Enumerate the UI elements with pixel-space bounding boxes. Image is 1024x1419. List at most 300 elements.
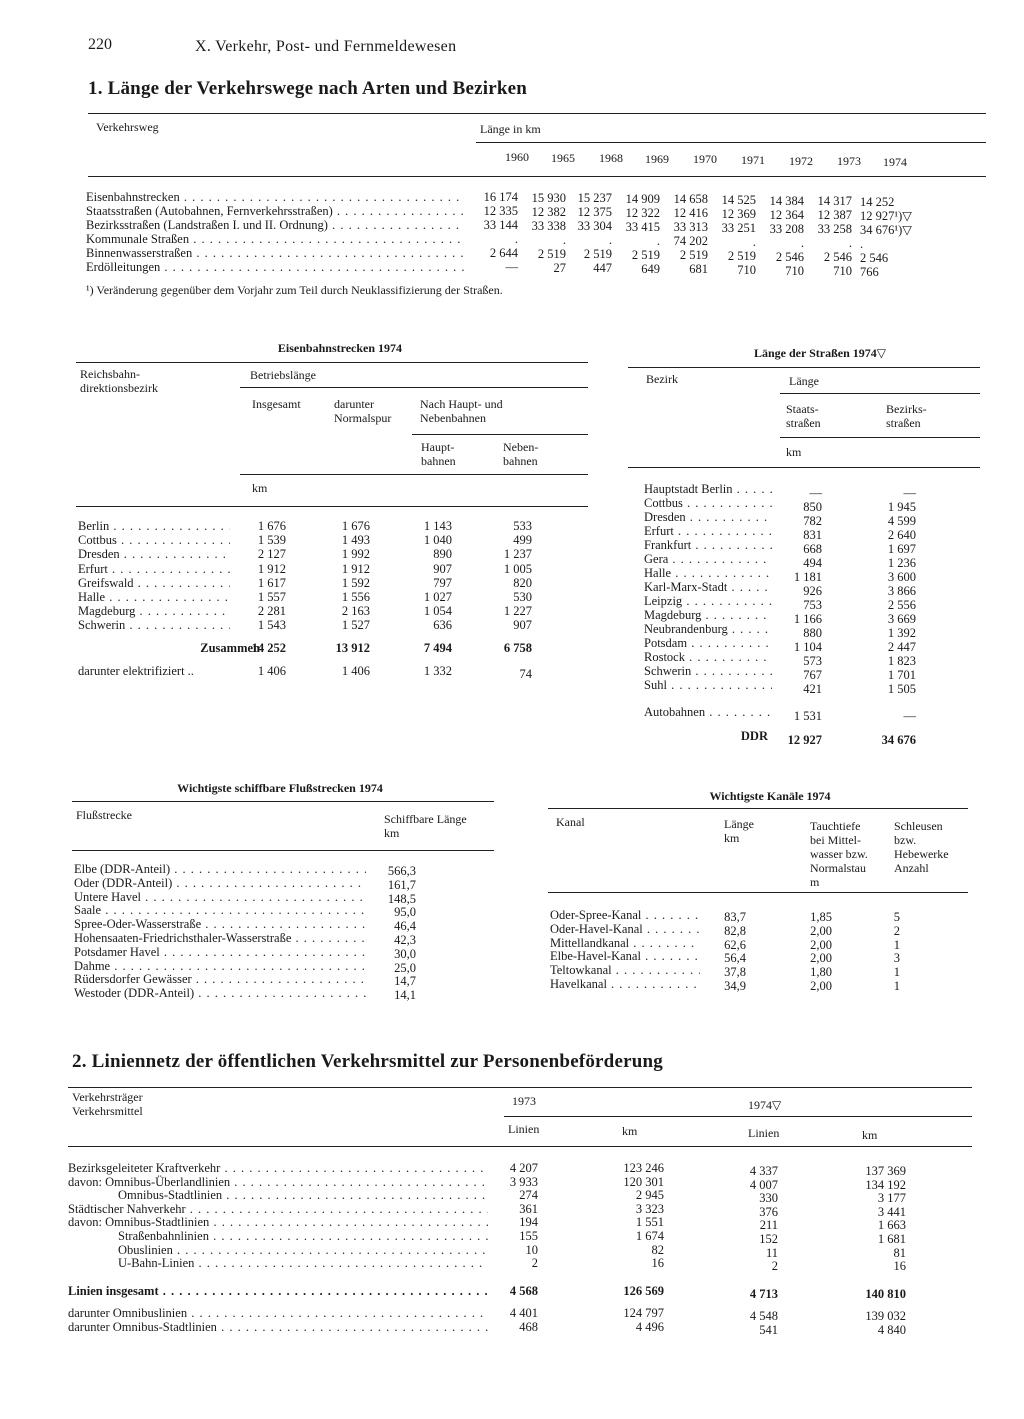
rail-cell: 499 [513, 533, 532, 548]
rail-cell: 636 [433, 618, 452, 633]
table1-cell: 12 369 [721, 207, 756, 221]
table1-cell: 2 546 [860, 250, 889, 265]
roads-row-label: Neubrandenburg . . . [644, 622, 772, 636]
roads-cell: 2 447 [887, 640, 916, 654]
canals-cell: 1 [893, 937, 900, 952]
table2-cell: 1 663 [877, 1218, 906, 1233]
table1-year-header [476, 150, 986, 169]
table1-body [86, 190, 986, 280]
canals-cell: 1,80 [810, 965, 832, 980]
table2-row-label: davon: Omnibus-Überlandlinien . . . [68, 1175, 488, 1189]
rail-cell: 530 [513, 590, 532, 604]
rail-cell: 1 493 [341, 533, 370, 548]
roads-cell: 1 236 [887, 556, 916, 570]
rail-row-label: Cottbus . . . [78, 533, 230, 547]
roads-cell: — [903, 709, 916, 723]
rail-cell: 1 617 [257, 575, 286, 590]
roads-row-label: Schwerin . . . [644, 664, 772, 678]
table2-cell: 361 [519, 1201, 538, 1216]
rail-cell: 1 406 [257, 664, 286, 678]
table2-cell: 3 177 [877, 1191, 906, 1206]
roads-row-label: Cottbus . . . [644, 496, 772, 510]
table1-cell: 2 519 [583, 247, 612, 262]
table2-cell: 3 323 [635, 1201, 664, 1216]
table1-row-label: Bezirksstraßen (Landstraßen I. und II. Ordnung) . . . [86, 218, 464, 232]
table2-cell: 139 032 [865, 1309, 906, 1323]
canals-cell: 3 [893, 951, 900, 966]
table2-cell: 211 [759, 1218, 778, 1233]
table1-row-label: Staatsstraßen (Autobahnen, Fernverkehrsstraßen) . . . [86, 204, 464, 218]
rail-cell: 1 556 [341, 590, 370, 604]
table1-cell: . [656, 233, 660, 248]
table2-cell: 140 810 [865, 1287, 906, 1301]
table2-cell: 2 945 [635, 1188, 664, 1203]
table2-row-label: U-Bahn-Linien . . . [118, 1256, 488, 1270]
table1-cell: 2 546 [775, 249, 804, 264]
canals-table-title: Wichtigste Kanäle 1974 [709, 789, 831, 803]
table1-cell: 710 [833, 264, 852, 279]
table1-cell: 12 416 [673, 206, 708, 221]
canals-cell: 62,6 [724, 937, 746, 952]
table1-cell: 33 258 [817, 222, 852, 237]
canals-cell: 2 [893, 923, 900, 938]
rail-row-label: darunter elektrifiziert .. [78, 664, 194, 678]
rivers-header-rule [72, 850, 494, 851]
rivers-cell: 148,5 [387, 891, 416, 906]
roads-cell: 1 823 [887, 654, 916, 668]
roads-cell: 1 181 [793, 570, 822, 584]
rail-col-branch: Neben- bahnen [503, 440, 539, 468]
roads-cell: 34 676 [881, 733, 916, 747]
roads-top-rule [628, 367, 980, 368]
rail-cell: 1 005 [503, 561, 532, 576]
rivers-cell: 14,7 [394, 974, 416, 989]
rivers-body [74, 862, 424, 1004]
table2-cell: 2 [771, 1259, 778, 1274]
rail-cell: 2 163 [341, 604, 370, 619]
rail-row-label: Zusammen [200, 641, 260, 655]
roads-cell: 3 669 [887, 612, 916, 626]
table1-row-label: Binnenwasserstraßen . . . [86, 246, 464, 260]
canals-cell: 1 [893, 979, 900, 993]
roads-cell: 1 505 [887, 682, 916, 696]
rail-cell: 1 557 [257, 590, 286, 604]
roads-row-label: Dresden . . . [644, 510, 772, 524]
roads-cell: 831 [803, 528, 822, 542]
table1-cell: 27 [553, 260, 566, 275]
roads-cell: 421 [803, 682, 822, 696]
rail-cell: 1 676 [257, 519, 286, 533]
table2-row-label: Städtischer Nahverkehr . . . [68, 1202, 488, 1216]
year-header: 1960 [505, 150, 529, 164]
rail-table-title: Eisenbahnstrecken 1974 [277, 341, 403, 355]
rail-cell: 1 539 [257, 533, 286, 548]
canals-body [550, 908, 920, 998]
canals-cell: 1 [893, 965, 900, 980]
rail-col-group2: Nach Haupt- und Nebenbahnen [420, 397, 503, 425]
roads-unit-rule [780, 437, 980, 438]
table1-cell: 14 252 [860, 194, 895, 209]
rail-cell: 7 494 [423, 641, 452, 655]
rail-cell: 1 543 [257, 618, 286, 633]
roads-table-title: Länge der Straßen 1974▽ [753, 346, 886, 360]
roads-header-rule [628, 467, 980, 468]
table1-cell: . [752, 235, 756, 249]
table1-cell: 2 644 [489, 246, 518, 260]
rail-col-region: Reichsbahn- direktionsbezirk [80, 367, 158, 395]
table2-year1: 1973 [512, 1094, 536, 1108]
running-head: X. Verkehr, Post- und Fernmeldewesen [195, 38, 457, 55]
table2-row-label: Linien insgesamt . . . [68, 1284, 488, 1298]
table2-sub-lines-1974: Linien [748, 1126, 780, 1140]
roads-cell: 3 866 [887, 584, 916, 598]
table2-body [68, 1161, 908, 1341]
table2-cell: 124 797 [623, 1306, 664, 1320]
year-header: 1974 [883, 154, 907, 169]
table2-cell: 81 [893, 1245, 906, 1260]
table1-cell: 2 519 [537, 246, 566, 261]
table1-cell: 2 546 [823, 250, 852, 265]
canals-row-label: Havelkanal . . . [550, 977, 700, 991]
roads-cell: 880 [803, 626, 822, 640]
table1-cell: 15 930 [531, 190, 566, 205]
rail-cell: 74 [519, 667, 532, 681]
year-header: 1969 [645, 151, 669, 166]
rail-cell: 907 [433, 561, 452, 576]
rail-body [78, 519, 548, 689]
table2-row-label: Omnibus-Stadtlinien . . . [118, 1188, 488, 1202]
canals-cell: 56,4 [724, 951, 746, 966]
canals-col-depth: Tauchtiefe bei Mittel- wasser bzw. Normalstau m [810, 819, 868, 889]
table2-col-label: Verkehrsträger Verkehrsmittel [72, 1090, 143, 1118]
rivers-cell: 46,4 [394, 919, 416, 934]
table2-cell: 11 [765, 1245, 778, 1260]
table1-cell: 710 [785, 263, 804, 278]
table1-cell: . [848, 236, 852, 251]
roads-cell: — [903, 486, 916, 500]
rivers-cell: 30,0 [394, 946, 416, 961]
roads-row-label: Suhl . . . [644, 678, 772, 692]
table2-row-label: Obuslinien . . . [118, 1243, 488, 1257]
year-header: 1968 [599, 151, 623, 166]
roads-body [644, 482, 944, 747]
canals-cell: 2,00 [810, 923, 832, 938]
table1-cell: 12 364 [769, 207, 804, 222]
rail-cell: 820 [513, 575, 532, 590]
table1-col-label: Verkehrsweg [96, 120, 159, 134]
canals-row-label: Oder-Havel-Kanal . . . [550, 922, 700, 936]
roads-unit: km [786, 445, 802, 459]
roads-col-district: Bezirks- straßen [886, 402, 927, 430]
roads-cell: 926 [803, 584, 822, 598]
rail-cell: 13 912 [335, 641, 370, 655]
roads-cell: 850 [803, 500, 822, 514]
table1-row-label: Kommunale Straßen . . . [86, 232, 464, 246]
table2-row-label: davon: Omnibus-Stadtlinien . . . [68, 1215, 488, 1229]
table1-cell: . [860, 236, 864, 251]
rail-cell: 1 054 [423, 604, 452, 619]
rivers-cell: 95,0 [394, 905, 416, 920]
table1-cell: 33 251 [721, 221, 756, 235]
table2-row-label: darunter Omnibuslinien . . . [68, 1306, 488, 1320]
table1-cell: 15 237 [577, 191, 612, 206]
roads-cell: — [809, 486, 822, 500]
table1-cell: 33 338 [531, 218, 566, 233]
table1-cell: . [562, 232, 566, 247]
roads-row-label: Rostock . . . [644, 650, 772, 664]
table1-cell: 12 382 [531, 204, 566, 219]
rail-cell: 1 912 [341, 561, 370, 576]
table1-cell: 12 387 [817, 208, 852, 223]
roads-row-label: Leipzig . . . [644, 594, 772, 608]
roads-row-label: Autobahnen . . . [644, 705, 772, 719]
table1-cell: 447 [593, 261, 612, 276]
rail-row-label: Halle . . . [78, 590, 230, 604]
roads-cell: 1 701 [887, 668, 916, 682]
rail-col-normal: darunter Normalspur [334, 397, 392, 425]
roads-col-group: Länge [789, 374, 819, 388]
rail-cell: 797 [433, 575, 452, 590]
rail-unit-rule [240, 474, 588, 475]
rivers-top-rule [72, 801, 494, 802]
rivers-row-label: Elbe (DDR-Anteil) . . . [74, 862, 366, 876]
table1-footnote: ¹) Veränderung gegenüber dem Vorjahr zum Teil durch Neuklassifizierung der Straßen. [86, 283, 503, 297]
table2-cell: 155 [519, 1229, 538, 1243]
rail-row-label: Magdeburg . . . [78, 604, 230, 618]
rail-cell: 14 252 [251, 641, 286, 655]
table1-header-rule [88, 176, 986, 177]
roads-cell: 753 [803, 598, 822, 612]
table1-cell: 649 [641, 261, 660, 276]
table2-row-label: Bezirksgeleiteter Kraftverkehr . . . [68, 1161, 488, 1175]
roads-row-label: Erfurt . . . [644, 524, 772, 538]
rail-row-label: Berlin . . . [78, 519, 230, 533]
rail-cell: 1 592 [341, 575, 370, 590]
table2-cell: 3 441 [877, 1204, 906, 1219]
canals-col-len: Länge km [724, 817, 754, 845]
canals-row-label: Oder-Spree-Kanal . . . [550, 908, 700, 922]
canals-top-rule [548, 808, 968, 809]
rail-top-rule [76, 362, 588, 363]
year-header: 1972 [789, 153, 813, 168]
table2-cell: 134 192 [865, 1177, 906, 1192]
roads-cell: 2 640 [887, 528, 916, 542]
rail-cell: 1 237 [503, 547, 532, 562]
canals-cell: 83,7 [724, 910, 746, 924]
year-header: 1973 [837, 154, 861, 169]
rivers-col-len: Schiffbare Länge km [384, 812, 467, 840]
rivers-row-label: Westoder (DDR-Anteil) . . . [74, 986, 366, 1000]
table1-cell: 2 519 [727, 249, 756, 263]
rail-row-label: Erfurt . . . [78, 562, 230, 576]
canals-row-label: Mittellandkanal . . . [550, 936, 700, 950]
table2-top-rule [68, 1087, 972, 1088]
year-header: 1970 [693, 152, 717, 167]
rail-col-group: Betriebslänge [250, 368, 316, 382]
roads-row-label: Frankfurt . . . [644, 538, 772, 552]
table2-year-rule [504, 1116, 972, 1117]
table2-sub-km-1973: km [622, 1124, 638, 1138]
canals-row-label: Elbe-Havel-Kanal . . . [550, 949, 700, 963]
roads-cell: 668 [803, 542, 822, 556]
rail-cell: 1 040 [423, 533, 452, 548]
table2-cell: 137 369 [865, 1164, 906, 1178]
table1-cell: 2 519 [631, 247, 660, 262]
table1-row-label: Erdölleitungen . . . [86, 260, 464, 274]
table1-cell: 33 208 [769, 221, 804, 236]
roads-cell: 12 927 [787, 733, 822, 747]
page-number: 220 [88, 36, 112, 53]
table2-cell: 330 [759, 1191, 778, 1206]
rail-row-label: Dresden . . . [78, 547, 230, 561]
roads-row-label: Hauptstadt Berlin . . . [644, 482, 772, 496]
roads-cell: 2 556 [887, 598, 916, 612]
table1-cell: . [800, 235, 804, 250]
table2-cell: 123 246 [623, 1161, 664, 1175]
table1-cell: 33 415 [625, 219, 660, 234]
table1-title: 1. Länge der Verkehrswege nach Arten und Bezirken [88, 78, 528, 99]
table2-cell: 16 [893, 1259, 906, 1274]
table2-cell: 376 [759, 1204, 778, 1219]
table1-cell: 12 335 [483, 204, 518, 218]
table1-cell: 2 519 [679, 248, 708, 263]
rail-cell: 1 027 [423, 590, 452, 604]
canals-cell: 1,85 [810, 910, 832, 924]
canals-col-locks: Schleusen bzw. Hebewerke Anzahl [894, 819, 949, 875]
table2-cell: 4 713 [749, 1287, 778, 1301]
roads-row-label: Magdeburg . . . [644, 608, 772, 622]
rivers-cell: 42,3 [394, 933, 416, 947]
year-header: 1965 [551, 150, 575, 165]
table2-cell: 4 840 [877, 1323, 906, 1337]
table1-cell: 16 174 [483, 190, 518, 204]
table2-title: 2. Liniennetz der öffentlichen Verkehrsmittel zur Personenbeförderung [72, 1051, 663, 1072]
rail-cell: 2 281 [257, 604, 286, 619]
rail-row-label: Greifswald . . . [78, 576, 230, 590]
rail-cell: 1 406 [341, 664, 370, 678]
canals-cell: 82,8 [724, 923, 746, 938]
table1-cell: 14 384 [769, 193, 804, 208]
table2-cell: 468 [519, 1320, 538, 1334]
rail-cell: 907 [513, 618, 532, 633]
canals-cell: 34,9 [724, 979, 746, 993]
rail-unit: km [252, 481, 268, 495]
canals-cell: 5 [893, 910, 900, 924]
table2-cell: 152 [759, 1232, 778, 1246]
table1-cell: 74 202 [673, 234, 708, 249]
rivers-col-name: Flußstrecke [76, 808, 132, 822]
table1-cell: 33 313 [673, 220, 708, 235]
table2-cell: 3 933 [509, 1174, 538, 1189]
table2-cell: 194 [519, 1215, 538, 1230]
table1-cell: 12 927¹)▽ [860, 208, 912, 223]
rail-col-total: Insgesamt [252, 397, 301, 411]
roads-cell: 1 531 [793, 709, 822, 723]
table2-year2: 1974▽ [748, 1098, 782, 1112]
rail-cell: 890 [433, 547, 452, 562]
roads-row-label: Potsdam . . . [644, 636, 772, 650]
table1-cell: 12 375 [577, 205, 612, 220]
rail-col-main: Haupt- bahnen [421, 440, 456, 468]
rivers-table-title: Wichtigste schiffbare Flußstrecken 1974 [177, 781, 383, 795]
table1-cell: — [505, 260, 518, 274]
table2-cell: 1 681 [877, 1232, 906, 1246]
rivers-row-label: Dahme . . . [74, 959, 366, 973]
table2-sub-lines-1973: Linien [508, 1122, 540, 1136]
table1-cell: 710 [737, 263, 756, 277]
table2-cell: 4 496 [635, 1320, 664, 1334]
table2-cell: 4 401 [509, 1306, 538, 1320]
table2-sub-km-1974: km [862, 1128, 878, 1142]
rail-cell: 1 227 [503, 604, 532, 619]
table1-top-rule [88, 113, 986, 114]
table1-cell: 681 [689, 262, 708, 277]
rail-group2-rule [412, 434, 588, 435]
roads-cell: 1 697 [887, 542, 916, 556]
table2-row-label: darunter Omnibus-Stadtlinien . . . [68, 1320, 488, 1334]
table1-cell: 34 676¹)▽ [860, 222, 912, 237]
table2-cell: 4 007 [749, 1177, 778, 1192]
roads-cell: 1 166 [793, 612, 822, 626]
canals-cell: 37,8 [724, 965, 746, 980]
rail-group-rule [240, 387, 588, 388]
canals-row-label: Teltowkanal . . . [550, 963, 700, 977]
table2-row-label: Straßenbahnlinien . . . [118, 1229, 488, 1243]
canals-cell: 2,00 [810, 979, 832, 993]
table2-cell: 82 [651, 1242, 664, 1257]
table1-cell: . [514, 232, 518, 246]
table1-cell: 33 304 [577, 219, 612, 234]
rivers-row-label: Untere Havel . . . [74, 890, 366, 904]
canals-header-rule [548, 892, 968, 893]
table2-cell: 274 [519, 1188, 538, 1203]
table1-cell: 14 658 [673, 192, 708, 207]
rivers-row-label: Potsdamer Havel . . . [74, 945, 366, 959]
rail-cell: 2 127 [257, 547, 286, 562]
table1-cell: . [608, 233, 612, 248]
table2-cell: 120 301 [623, 1174, 664, 1189]
table2-cell: 1 674 [635, 1229, 664, 1243]
rivers-cell: 25,0 [394, 960, 416, 975]
rail-header-rule [76, 506, 588, 507]
rail-row-label: Schwerin . . . [78, 618, 230, 632]
rail-cell: 1 912 [257, 561, 286, 576]
table1-cell: 33 144 [483, 218, 518, 232]
table1-cell: 12 322 [625, 205, 660, 220]
table1-cell: 14 909 [625, 191, 660, 206]
roads-group-rule [780, 393, 980, 394]
table2-cell: 4 548 [749, 1309, 778, 1323]
year-header: 1971 [741, 153, 765, 167]
roads-cell: 1 104 [793, 640, 822, 654]
roads-cell: 767 [803, 668, 822, 682]
roads-cell: 494 [803, 556, 822, 570]
rail-cell: 1 992 [341, 547, 370, 562]
table2-cell: 4 337 [749, 1164, 778, 1178]
table2-cell: 4 207 [509, 1161, 538, 1175]
roads-cell: 782 [803, 514, 822, 528]
roads-cell: 3 600 [887, 570, 916, 584]
roads-cell: 573 [803, 654, 822, 668]
roads-row-label: Karl-Marx-Stadt . . . [644, 580, 772, 594]
table2-cell: 1 551 [635, 1215, 664, 1230]
table1-cell: 14 525 [721, 193, 756, 207]
table1-unit-rule [476, 142, 986, 143]
rail-cell: 1 527 [341, 618, 370, 633]
roads-col-state: Staats- straßen [786, 402, 821, 430]
rivers-cell: 161,7 [387, 877, 416, 892]
canals-col-name: Kanal [556, 815, 585, 829]
